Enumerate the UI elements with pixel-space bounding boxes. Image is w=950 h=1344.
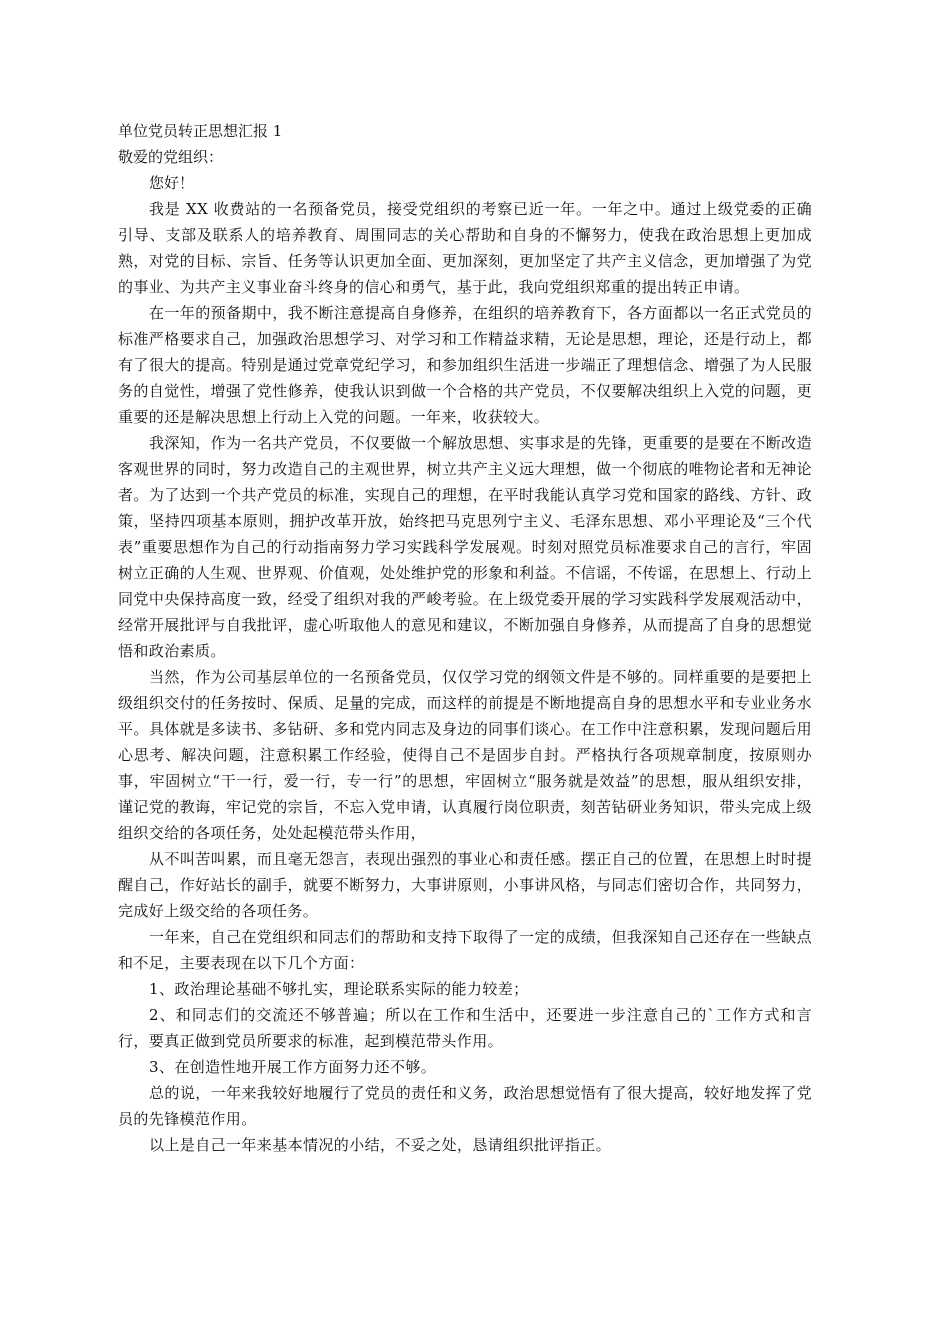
greeting: 您好！ [149, 174, 195, 192]
paragraph-understanding: 我深知，作为一名共产党员，不仅要做一个解放思想、实事求是的先锋，更重要的是要在不断改造客观世界的同时，努力改造自己的主观世界，树立共产主义远大理想，做一个彻底的唯物论者和无神论者。为了达到一个共产党员的标准，实现自己的理想，在平时我能认真学习党和国家的路线、方针、政策，坚持四项基本原则，拥护改革开放，始终把马克思列宁主义、毛泽东思想、邓小平理论及“三个代表”重要思想作为自己的行动指南努力学习实践科学发展观。时刻对照党员标准要求自己的言行，牢固树立正确的人生观、世界观、价值观，处处维护党的形象和利益。不信谣，不传谣，在思想上、行动上同党中央保持高度一致，经受了组织对我的严峻考验。在上级党委开展的学习实践科学发展观活动中，经常开展批评与自我批评，虚心听取他人的意见和建议，不断加强自身修养，从而提高了自身的思想觉悟和政治素质。 [118, 434, 812, 660]
document-title: 单位党员转正思想汇报 1 [118, 122, 283, 140]
document-page [118, 118, 812, 1158]
paragraph-summary: 总的说，一年来我较好地履行了党员的责任和义务，政治思想觉悟有了很大提高，较好地发挥了党员的先锋模范作用。 [118, 1084, 812, 1128]
paragraph-responsibility: 从不叫苦叫累，而且毫无怨言，表现出强烈的事业心和责任感。摆正自己的位置，在思想上时时提醒自己，作好站长的副手，就要不断努力，大事讲原则，小事讲风格，与同志们密切合作，共同努力，完成好上级交给的各项任务。 [118, 850, 812, 920]
paragraph-shortcomings-intro: 一年来，自己在党组织和同志们的帮助和支持下取得了一定的成绩，但我深知自己还存在一些缺点和不足，主要表现在以下几个方面： [118, 928, 812, 972]
paragraph-work: 当然，作为公司基层单位的一名预备党员，仅仅学习党的纲领文件是不够的。同样重要的是要把上级组织交付的任务按时、保质、足量的完成，而这样的前提是不断地提高自身的思想水平和专业业务水平。具体就是多读书、多钻研、多和党内同志及身边的同事们谈心。在工作中注意积累，发现问题后用心思考、解决问题，注意积累工作经验，使得自己不是固步自封。严格执行各项规章制度，按原则办事，牢固树立“干一行，爱一行，专一行”的思想，牢固树立“服务就是效益”的思想，服从组织安排，谨记党的教诲，牢记党的宗旨，不忘入党申请，认真履行岗位职责，刻苦钻研业务知识，带头完成上级组织交给的各项任务，处处起模范带头作用， [118, 668, 812, 842]
list-item-shortcoming-2: 2、和同志们的交流还不够普遍；所以在工作和生活中，还要进一步注意自己的`工作方式和言行，要真正做到党员所要求的标准，起到模范带头作用。 [118, 1006, 812, 1050]
paragraph-closing: 以上是自己一年来基本情况的小结，不妥之处，恳请组织批评指正。 [149, 1136, 612, 1154]
paragraph-probation-period: 在一年的预备期中，我不断注意提高自身修养，在组织的培养教育下，各方面都以一名正式党员的标准严格要求自己，加强政治思想学习、对学习和工作精益求精，无论是思想，理论，还是行动上，都有了很大的提高。特别是通过党章党纪学习，和参加组织生活进一步端正了理想信念、增强了为人民服务的自觉性，增强了党性修养，使我认识到做一个合格的共产党员，不仅要解决组织上入党的问题，更重要的还是解决思想上行动上入党的问题。一年来，收获较大。 [118, 304, 812, 426]
paragraph-intro: 我是 XX 收费站的一名预备党员，接受党组织的考察已近一年。一年之中。通过上级党委的正确引导、支部及联系人的培养教育、周围同志的关心帮助和自身的不懈努力，使我在政治思想上更加成熟，对党的目标、宗旨、任务等认识更加全面、更加深刻，更加坚定了共产主义信念，更加增强了为党的事业、为共产主义事业奋斗终身的信心和勇气，基于此，我向党组织郑重的提出转正申请。 [118, 200, 812, 296]
list-item-shortcoming-1: 1、政治理论基础不够扎实，理论联系实际的能力较差； [149, 980, 529, 998]
salutation: 敬爱的党组织： [118, 148, 224, 166]
list-item-shortcoming-3: 3、在创造性地开展工作方面努力还不够。 [149, 1058, 437, 1076]
